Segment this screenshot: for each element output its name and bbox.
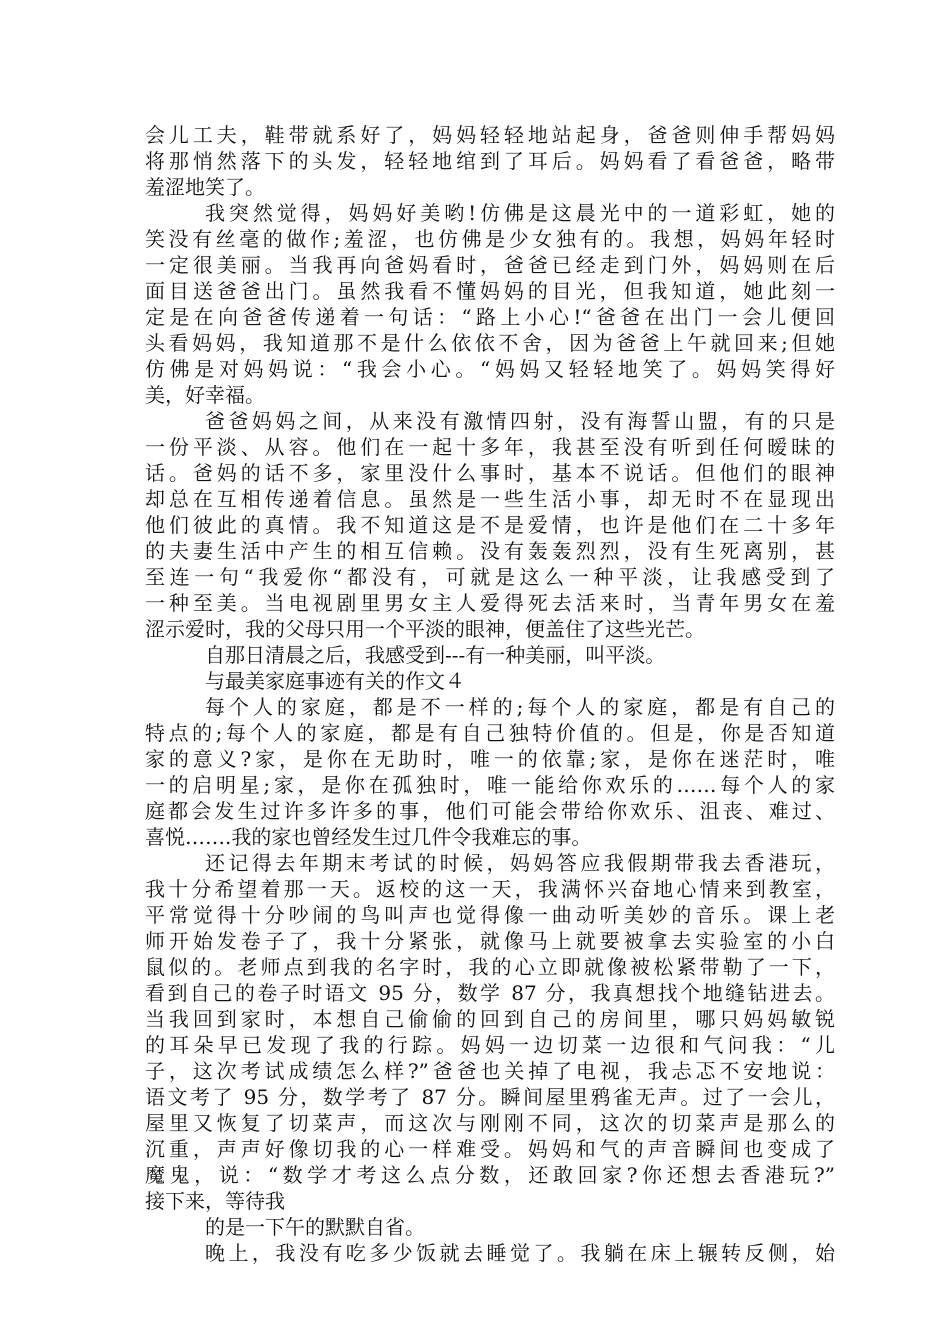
text-line: 晚上，我没有吃多少饭就去睡觉了。我躺在床上辗转反侧，始 (205, 1241, 835, 1265)
text-line: 至连一句“我爱你“都没有，可就是这么一种平淡，让我感受到了 (145, 565, 835, 589)
text-line: 我十分希望着那一天。返校的这一天，我满怀兴奋地心情来到教室， (145, 877, 835, 901)
text-line: 鼠似的。老师点到我的名字时，我的心立即就像被松紧带勒了一下， (145, 955, 835, 979)
text-line: 一种至美。当电视剧里男女主人爱得死去活来时，当青年男女在羞 (145, 591, 835, 615)
text-line: 接下来，等待我 (145, 1189, 285, 1213)
text-line: 特点的;每个人的家庭，都是有自己独特价值的。但是，你是否知道 (145, 721, 835, 745)
text-line: 仿佛是对妈妈说：“我会小心。“妈妈又轻轻地笑了。妈妈笑得好 (145, 357, 835, 381)
text-line: 师开始发卷子了，我十分紧张，就像马上就要被拿去实验室的小白 (145, 929, 835, 953)
text-line: 美，好幸福。 (145, 383, 265, 407)
text-line: 面目送爸爸出门。虽然我看不懂妈妈的目光，但我知道，她此刻一 (145, 279, 835, 303)
text-line: 话。爸妈的话不多，家里没什么事时，基本不说话。但他们的眼神 (145, 461, 835, 485)
text-line: 他们彼此的真情。我不知道这是不是爱情，也许是他们在二十多年 (145, 513, 835, 537)
text-line: 平常觉得十分吵闹的鸟叫声也觉得像一曲动听美妙的音乐。课上老 (145, 903, 835, 927)
text-line: 还记得去年期末考试的时候，妈妈答应我假期带我去香港玩， (205, 851, 835, 875)
text-line: 子，这次考试成绩怎么样?”爸爸也关掉了电视，我忐忑不安地说： (145, 1059, 835, 1083)
text-line: 头看妈妈，我知道那不是什么依依不舍，因为爸爸上午就回来;但她 (145, 331, 835, 355)
text-line: 羞涩地笑了。 (145, 175, 265, 199)
text-line: 与最美家庭事迹有关的作文４ (205, 669, 465, 693)
text-line: 语文考了 95 分，数学考了 87 分。瞬间屋里鸦雀无声。过了一会儿， (145, 1085, 835, 1109)
text-line: 将那悄然落下的头发，轻轻地绾到了耳后。妈妈看了看爸爸，略带 (145, 149, 835, 173)
text-line: 的是一下午的默默自省。 (205, 1215, 425, 1239)
text-line: 自那日清晨之后，我感受到---有一种美丽，叫平淡。 (205, 643, 666, 667)
text-line: 魔鬼，说：“数学才考这么点分数，还敢回家?你还想去香港玩?” (145, 1163, 835, 1187)
text-line: 看到自己的卷子时语文 95 分，数学 87 分，我真想找个地缝钻进去。 (145, 981, 835, 1005)
text-line: 当我回到家时，本想自己偷偷的回到自己的房间里，哪只妈妈敏锐 (145, 1007, 835, 1031)
text-line: 屋里又恢复了切菜声，而这次与刚刚不同，这次的切菜声是那么的 (145, 1111, 835, 1135)
document-page (145, 122, 835, 1266)
text-line: 笑没有丝毫的做作;羞涩，也仿佛是少女独有的。我想，妈妈年轻时 (145, 227, 835, 251)
text-line: 定是在向爸爸传递着一句话：“路上小心!“爸爸在出门一会儿便回 (145, 305, 835, 329)
text-line: 家的意义?家，是你在无助时，唯一的依靠;家，是你在迷茫时，唯 (145, 747, 835, 771)
text-line: 沉重，声声好像切我的心一样难受。妈妈和气的声音瞬间也变成了 (145, 1137, 835, 1161)
text-line: 一定很美丽。当我再向爸妈看时，爸爸已经走到门外，妈妈则在后 (145, 253, 835, 277)
text-line: 庭都会发生过许多许多的事，他们可能会带给你欢乐、沮丧、难过、 (145, 799, 835, 823)
text-line: 每个人的家庭，都是不一样的;每个人的家庭，都是有自己的 (205, 695, 835, 719)
text-line: 却总在互相传递着信息。虽然是一些生活小事，却无时不在显现出 (145, 487, 835, 511)
text-line: 会儿工夫，鞋带就系好了，妈妈轻轻地站起身，爸爸则伸手帮妈妈 (145, 123, 835, 147)
text-line: 喜悦…….我的家也曾经发生过几件令我难忘的事。 (145, 825, 592, 849)
text-line: 一的启明星;家，是你在孤独时，唯一能给你欢乐的……每个人的家 (145, 773, 835, 797)
text-line: 的夫妻生活中产生的相互信赖。没有轰轰烈烈，没有生死离别，甚 (145, 539, 835, 563)
text-line: 爸爸妈妈之间，从来没有激情四射，没有海誓山盟，有的只是 (205, 409, 835, 433)
text-line: 我突然觉得，妈妈好美哟!仿佛是这晨光中的一道彩虹，她的 (205, 201, 835, 225)
text-line: 的耳朵早已发现了我的行踪。妈妈一边切菜一边很和气问我：“儿 (145, 1033, 835, 1057)
text-line: 涩示爱时，我的父母只用一个平淡的眼神，便盖住了这些光芒。 (145, 617, 705, 641)
text-line: 一份平淡、从容。他们在一起十多年，我甚至没有听到任何暧昧的 (145, 435, 835, 459)
